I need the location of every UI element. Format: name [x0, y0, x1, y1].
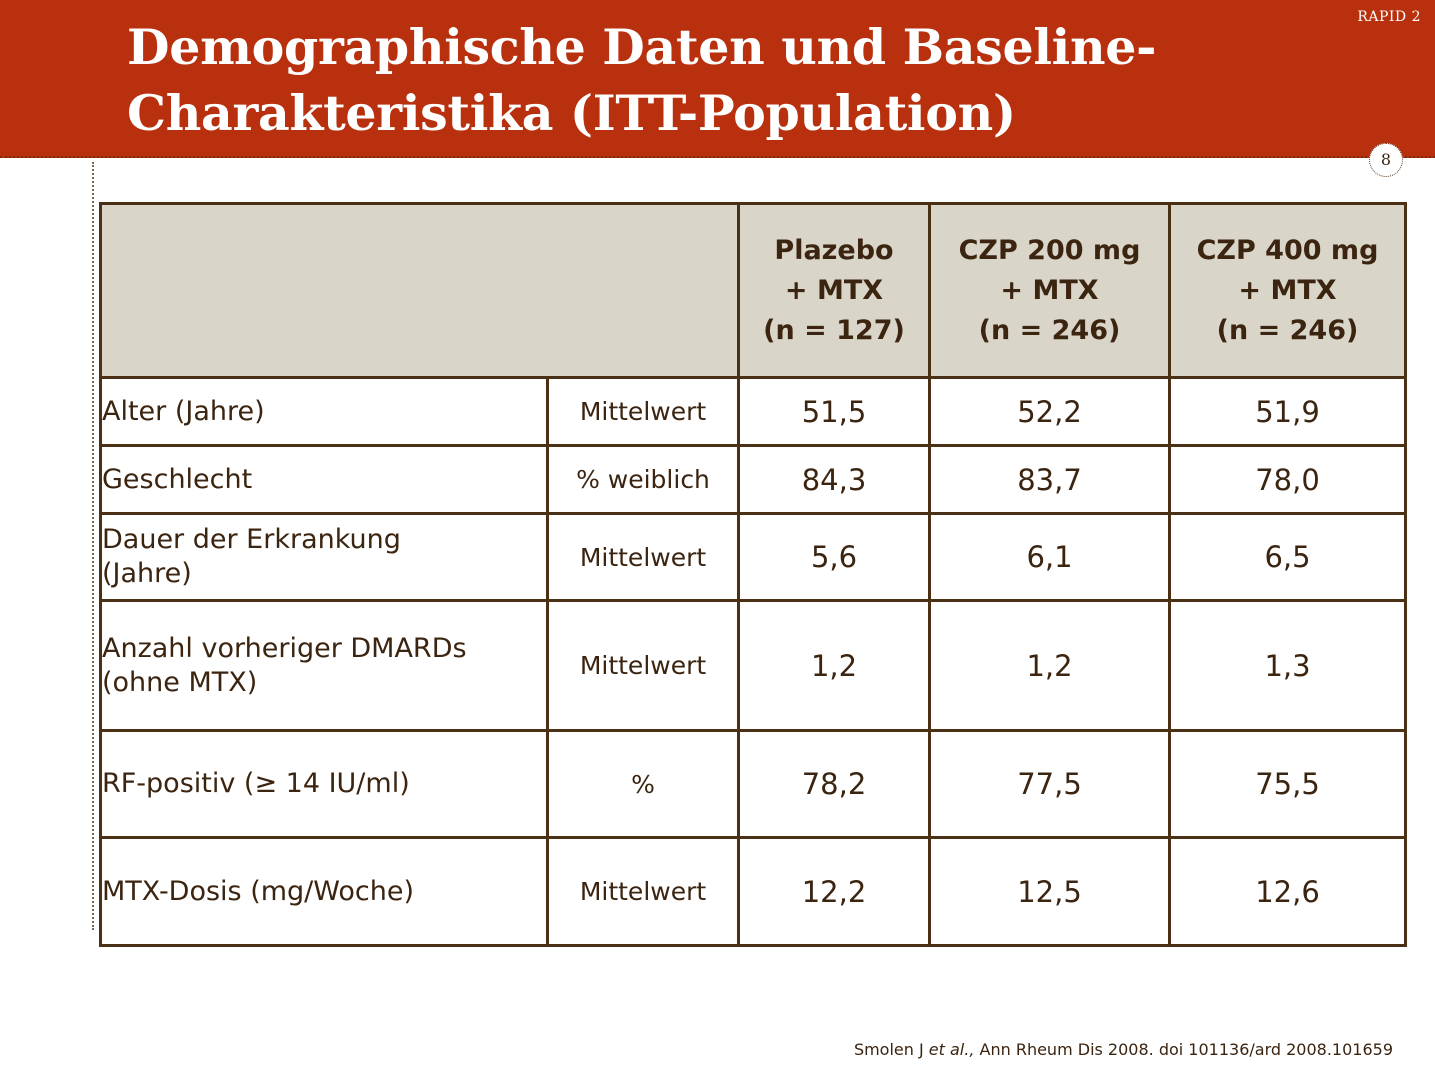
column-header-line: (n = 127): [763, 314, 905, 346]
cell-value: 75,5: [1170, 731, 1406, 838]
citation-authors: Smolen J: [853, 1040, 924, 1059]
cell-value: 83,7: [930, 446, 1170, 514]
column-header-line: + MTX: [784, 274, 884, 306]
cell-value: 12,5: [930, 838, 1170, 946]
cell-value: 84,3: [739, 446, 930, 514]
row-label-line: Anzahl vorheriger DMARDs: [102, 632, 467, 664]
row-label-line: RF-positiv (≥ 14 IU/ml): [102, 768, 410, 799]
cell-value: 12,2: [739, 838, 930, 946]
column-header-line: CZP 200 mg: [958, 234, 1141, 266]
citation-source: Ann Rheum Dis 2008. doi 101136/ard 2008.101659: [979, 1040, 1393, 1059]
row-statistic: % weiblich: [548, 446, 739, 514]
column-header-line: CZP 400 mg: [1196, 234, 1379, 266]
row-label-line: Dauer der Erkrankung: [102, 524, 401, 555]
row-label-line: MTX-Dosis (mg/Woche): [102, 875, 415, 907]
table-row: [101, 601, 1406, 731]
row-statistic: Mittelwert: [548, 514, 739, 601]
cell-value: 1,2: [739, 601, 930, 731]
cell-value: 12,6: [1170, 838, 1406, 946]
row-label: [101, 601, 548, 731]
cell-value: 78,2: [739, 731, 930, 838]
column-header-line: Plazebo: [774, 234, 894, 266]
cell-value: 1,2: [930, 601, 1170, 731]
cell-value: 51,5: [739, 378, 930, 446]
table-header-row: [101, 204, 1406, 378]
table-row: [101, 378, 1406, 446]
citation-etal: et al.,: [928, 1040, 975, 1059]
column-header-czp400: [1170, 204, 1406, 378]
row-label-line: Geschlecht: [102, 463, 253, 495]
table-row: [101, 731, 1406, 838]
row-label: [101, 378, 548, 446]
cell-value: 6,5: [1170, 514, 1406, 601]
row-label-line: (ohne MTX): [102, 666, 258, 698]
row-label: [101, 514, 548, 601]
header-empty-cell: [101, 204, 739, 378]
cell-value: 51,9: [1170, 378, 1406, 446]
row-label-line: Alter (Jahre): [102, 395, 265, 427]
dotted-divider: [92, 162, 94, 930]
cell-value: 52,2: [930, 378, 1170, 446]
row-statistic: Mittelwert: [548, 838, 739, 946]
slide-title: [127, 14, 1277, 146]
row-label: [101, 446, 548, 514]
row-statistic: Mittelwert: [548, 378, 739, 446]
column-header-line: (n = 246): [978, 314, 1121, 346]
cell-value: 5,6: [739, 514, 930, 601]
page-number-badge: 8: [1369, 143, 1403, 177]
row-label: [101, 731, 548, 838]
row-statistic: %: [548, 731, 739, 838]
column-header-line: + MTX: [1000, 274, 1099, 306]
row-statistic: Mittelwert: [548, 601, 739, 731]
table-row: [101, 838, 1406, 946]
citation: [854, 1040, 1393, 1059]
header-banner: [0, 0, 1435, 158]
row-label: [101, 838, 548, 946]
cell-value: 77,5: [930, 731, 1170, 838]
table-row: [101, 514, 1406, 601]
cell-value: 1,3: [1170, 601, 1406, 731]
column-header-czp200: [930, 204, 1170, 378]
slide-title-line-1: Demographische Daten und Baseline-: [127, 18, 1157, 76]
baseline-table: [99, 202, 1407, 947]
study-label: RAPID 2: [1357, 9, 1421, 25]
row-label-line: (Jahre): [102, 558, 192, 589]
column-header-line: + MTX: [1238, 274, 1337, 306]
table-row: [101, 446, 1406, 514]
column-header-plazebo: [739, 204, 930, 378]
column-header-line: (n = 246): [1216, 314, 1359, 346]
slide-title-line-2: Charakteristika (ITT-Population): [127, 84, 1016, 142]
cell-value: 78,0: [1170, 446, 1406, 514]
cell-value: 6,1: [930, 514, 1170, 601]
